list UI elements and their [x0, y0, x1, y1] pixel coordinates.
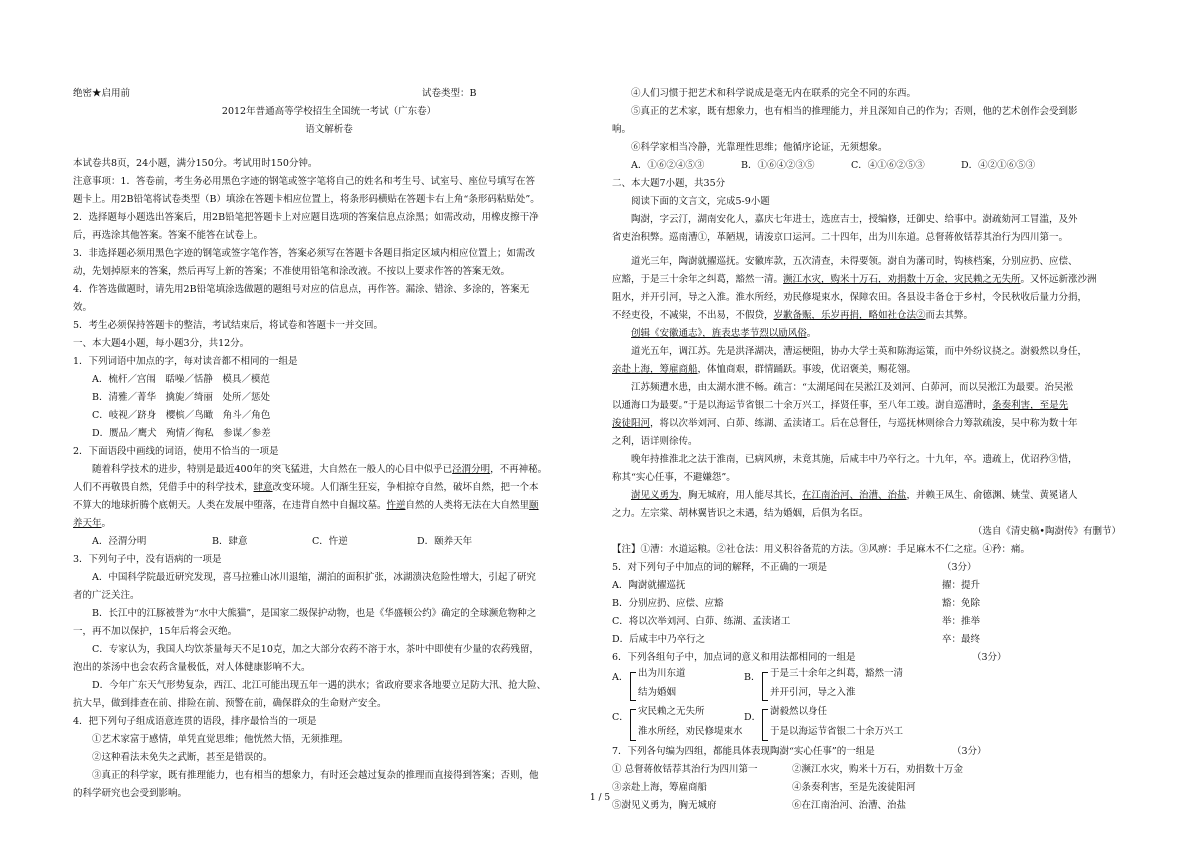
left-column [73, 85, 585, 803]
header-row [73, 85, 585, 103]
paper-type: 试卷类型：B [422, 88, 477, 99]
passage-p2d: 不经吏役，不减粜，不出易，不假贷，岁歉备赈，乐岁再捐，略如社仓法②而去其弊。 [612, 310, 974, 321]
section-2-heading: 二、本大题7小题，共35分 [612, 178, 726, 189]
q7-item: ① 总督蒋攸铦荐其治行为四川第一 ②濒江水灾，购米十万石，劝捐数十万金 [612, 764, 964, 775]
q2-options [73, 533, 585, 551]
passage-source: （选自《清史稿•陶澍传》有删节） [972, 526, 1121, 537]
passage-p3b: 亲赴上海，筹雇商船，体恤商艰，群情踊跃。事竣，优诏褒美，赐花翎。 [612, 364, 917, 375]
q2-passage-line-2: 人们不再敬畏自然，凭借手中的科学技术，肆意改变环境。人们渐生狂妄，争相掠夺自然，破坏自然，把一个本 [73, 482, 539, 493]
q4-sentence-3a: ③真正的科学家，既有推理能力，也有相当的想象力，有时还会越过复杂的推理而直接得到答案；否则，他 [92, 770, 539, 781]
q7-item: ⑤澍见义勇为，胸无城府 ⑥在江南治河、治漕、治盐 [612, 800, 907, 811]
q3-option-b-2: 一，再不加以保护，15年后将会灭绝。 [73, 626, 238, 637]
q4-option-c: C．④①⑥②⑤③ [851, 160, 925, 171]
q3-option-c-1: C．专家认为，我国人均饮茶量每天不足10克，加之大部分农药不溶于水，茶叶中即使有少量的农药残留， [92, 644, 539, 655]
q4-option-d: D．④②①⑥⑤③ [961, 160, 1036, 171]
right-column [612, 85, 1127, 815]
note-4b: 效。 [73, 302, 93, 313]
q6-c1: 灾民赖之无失所 [638, 706, 705, 717]
q3-option-a-1: A．中国科学院最近研究发现，喜马拉雅山冰川退缩，湖泊的面积扩张，冰湖溃决危险性增大，引起了研究 [92, 572, 536, 583]
q6-d2: 于是以海运节省银二十余万兴工 [770, 726, 904, 737]
q2-stem: 2．下面语段中画线的词语，使用不恰当的一项是 [73, 446, 279, 457]
note-1a: 注意事项：1．答卷前，考生务必用黑色字迹的钢笔或签字笔将自己的姓名和考生号、试室号、座位号填写在答 [73, 176, 536, 187]
q3-option-a-2: 者的广泛关注。 [73, 590, 140, 601]
annotation-notes: 【注】①漕：水道运粮。②社仓法：用义积谷备荒的方法。③风痹：手足麻木不仁之症。④矜：痛。 [612, 544, 1031, 555]
note-5: 5．考生必须保持答题卡的整洁，考试结束后，将试卷和答题卡一并交回。 [73, 320, 384, 331]
q5-item: A．陶澍就擢巡抚 擢：提升 [612, 580, 981, 591]
q6-d1: 澍毅然以身任 [770, 706, 828, 717]
q5-stem: 5．对下列句子中加点的词的解释，不正确的一项是 [612, 562, 828, 573]
q3-option-d-1: D．今年广东天气形势复杂，西江、北江可能出现五年一遇的洪水；省政府要求各地要立足防大汛、抢大险、 [92, 680, 547, 691]
q5-stem-row [612, 559, 1127, 577]
passage-p2e: 创辑《安徽通志》，旌表忠孝节烈以励风俗。 [631, 328, 817, 339]
q6-label-b: B． [744, 672, 761, 683]
q6-label-a: A． [612, 672, 629, 683]
q7-stem: 7．下列各句编为四组，都能具体表现陶澍“实心任事”的一组是 [612, 746, 875, 757]
q7-score: （3分） [952, 746, 987, 757]
exam-title: 2012年普通高等学校招生全国统一考试（广东卷） [221, 106, 437, 117]
q4-sentence-6: ⑥科学家相当冷静，光靠理性思维；他循序论证，无须想象。 [631, 142, 888, 153]
q2-option-d: D．颐养天年 [417, 536, 473, 547]
section-1-heading: 一、本大题4小题，每小题3分，共12分。 [73, 338, 250, 349]
q2-passage-line-4: 养天年。 [73, 518, 112, 529]
q7-item: ③亲赴上海，筹雇商船 ④条奏利害，至是先浚徒阳河 [612, 782, 916, 793]
q4-option-a: A．①⑥②④⑤③ [631, 160, 705, 171]
q5-item: C．将以次举刘河、白茆、练湖、孟渎诸工 举：推举 [612, 616, 981, 627]
passage-p1b: 省吏治积弊。巡南漕①，革陋规，请浚京口运河。二十四年，出为川东道。总督蒋攸铦荐其治行为四川第一。 [612, 232, 1069, 243]
q5-score: （3分） [942, 562, 977, 573]
passage-p4d: 之利，语详则徐传。 [612, 436, 698, 447]
passage-p4b: 以通海口为最要。”于是以海运节省银二十余万兴工，择贤任事，至八年工竣。澍自巡漕时，条奏利害，至是先 [612, 400, 1069, 411]
note-1b: 题卡上。用2B铅笔将试卷类型（B）填涂在答题卡相应位置上，将条形码横贴在答题卡右上角“条形码粘贴处”。 [73, 194, 540, 205]
passage-p3a: 道光五年，调江苏。先是洪泽湖决，漕运梗阻，协办大学士英和陈海运策，而中外纷议挠之。澍毅然以身任， [631, 346, 1088, 357]
passage-p1a: 陶澍，字云汀，湖南安化人，嘉庆七年进士，选庶吉士，授编修，迁御史、给事中。澍疏劾河工冒滥，及外 [631, 214, 1078, 225]
q1-option-c: C．岐视／跻身 樱槟／鸟瞰 角斗／角色 [92, 410, 271, 421]
q4-sentence-5b: 响。 [612, 124, 632, 135]
q4-options [612, 157, 1127, 175]
passage-p5a: 晚年持推淮北之法于淮南，已病风痹，未竟其施，后咸丰中乃卒行之。十九年，卒。遗疏上，优诏矜③惜， [631, 454, 1078, 465]
q6-a2: 结为婚姻 [638, 687, 677, 698]
q2-passage-line-1: 随着科学技术的进步，特别是最近400年的突飞猛进，大自然在一般人的心目中似乎已泾渭分明，不再神秘。 [92, 464, 548, 475]
q5-item: D．后咸丰中乃卒行之 卒：最终 [612, 634, 981, 645]
q5-item: B．分别应扔、应偿、应豁 豁：免除 [612, 598, 981, 609]
q6-label-d: D． [744, 712, 762, 723]
q1-stem: 1．下列词语中加点的字，每对读音都不相同的一组是 [73, 356, 298, 367]
q6-label-c: C． [612, 712, 629, 723]
q3-option-c-2: 泡出的茶汤中也会农药含量极低，对人体健康影响不大。 [73, 662, 311, 673]
q4-option-b: B．①⑥④②③⑤ [741, 160, 815, 171]
q4-sentence-4: ④人们习惯于把艺术和科学说成是毫无内在联系的完全不同的东西。 [631, 88, 917, 99]
page-number: 1 / 5 [589, 793, 611, 803]
note-2a: 2．选择题每小题选出答案后，用2B铅笔把答题卡上对应题目选项的答案信息点涂黑；如需改动，用橡皮擦干净 [73, 212, 539, 223]
note-3b: 动，先划掉原来的答案，然后再写上新的答案；不准使用铅笔和涂改液。不按以上要求作答的答案无效。 [73, 266, 511, 277]
q6-b1: 于是三十余年之纠葛，豁然一清 [770, 668, 904, 679]
passage-p4a: 江苏频遭水患，由太湖水泄不畅。疏言：“太湖尾闾在吴淞江及刘河、白茆河，而以吴淞江为最要。治吴淞 [631, 382, 1073, 393]
passage-p5b: 称其“实心任事，不避嫌怨”。 [612, 472, 736, 483]
q4-sentence-2: ②这种看法未免失之武断，甚至是错误的。 [92, 752, 273, 763]
q2-passage-line-3: 不算大的地球折腾个底朝天。人类在发展中堕落，在违背自然中自掘坟墓。忤逆自然的人类将无法在大自然里颐 [73, 500, 539, 511]
q6-b2: 并开引河，导之入淮 [770, 687, 856, 698]
passage-p6b: 之力。左宗棠、胡林翼皆识之未遇，结为婚姻，后俱为名臣。 [612, 508, 869, 519]
q6-c2: 淮水所经，劝民修堤束水 [638, 726, 743, 737]
exam-subtitle: 语文解析卷 [305, 124, 353, 135]
q6-a1: 出为川东道 [638, 668, 686, 679]
note-3a: 3．非选择题必须用黑色字迹的钢笔或签字笔作答，答案必须写在答题卡各题目指定区域内相应位置上；如需改 [73, 248, 536, 259]
q6-options [612, 667, 1127, 743]
q2-option-b: B．肆意 [212, 536, 248, 547]
intro-summary: 本试卷共8页，24小题，满分150分。考试用时150分钟。 [73, 158, 318, 169]
q4-stem: 4．把下列句子组成语意连贯的语段，排序最恰当的一项是 [73, 716, 317, 727]
q1-option-a: A．梳杆／宫闱 聒噪／恬静 模具／模范 [92, 374, 270, 385]
note-4a: 4．作答选做题时，请先用2B铅笔填涂选做题的题组号对应的信息点，再作答。漏涂、错涂、多涂的，答案无 [73, 284, 530, 295]
note-2b: 后，再选涂其他答案。答案不能答在试卷上。 [73, 230, 264, 241]
passage-p4c: 浚徒阳河，将以次举刘河、白茆、练湖、孟渎诸工。后在总督任，与巡抚林则徐合力筹款疏浚，吴中称为数十年 [612, 418, 1078, 429]
q1-option-b: B．清雅／菁华 擒旎／绮丽 处所／惩处 [92, 392, 270, 403]
passage-p2c: 阻水，并开引河，导之入淮。淮水所经，劝民修堤束水，保障农田。各县设丰备仓于乡村，令民秋收后量力分捐， [612, 292, 1088, 303]
section-2-instruction: 阅读下面的文言文，完成5-9小题 [631, 196, 770, 207]
passage-p2b: 应豁，于是三十余年之纠葛，豁然一清。濒江水灾，购米十万石，劝捐数十万金，灾民赖之无失所。又怀远新涨沙洲 [612, 274, 1097, 285]
q6-stem: 6．下列各组句子中，加点词的意义和用法都相同的一组是 [612, 652, 856, 663]
q4-sentence-3b: 的科学研究也会受到影响。 [73, 788, 188, 799]
q3-option-d-2: 抗大旱，做到排查在前、排险在前、预警在前，确保群众的生命财产安全。 [73, 698, 387, 709]
q7-stem-row [612, 743, 1127, 761]
passage-p6a: 澍见义勇为，胸无城府，用人能尽其长，在江南治河、治漕、治盐，并赖王凤生、俞德渊、姚莹、黄冕诸人 [631, 490, 1078, 501]
q2-option-a: A．泾渭分明 [92, 536, 147, 547]
passage-p2a: 道光三年，陶澍就擢巡抚。安徽库款，五次清查，未得要领。澍自为藩司时，钩核档案，分别应扔、应偿、 [631, 256, 1078, 267]
secret-label: 绝密★启用前 [73, 88, 131, 99]
q6-score: （3分） [972, 652, 1007, 663]
q4-sentence-1: ①艺术家富于感情，单凭直觉思维；他恍然大悟，无须推理。 [92, 734, 349, 745]
q2-option-c: C．忤逆 [312, 536, 348, 547]
q3-option-b-1: B．长江中的江豚被誉为“水中大熊猫”，是国家二级保护动物，也是《华盛顿公约》确定的全球濒危物种之 [92, 608, 537, 619]
q3-stem: 3．下列句子中，没有语病的一项是 [73, 554, 222, 565]
q4-sentence-5a: ⑤真正的艺术家，既有想象力，也有相当的推理能力，并且深知自己的作为；否则，他的艺术创作会受到影 [631, 106, 1078, 117]
q1-option-d: D．赝品／鹰犬 殉情／徇私 参谋／参差 [92, 428, 271, 439]
